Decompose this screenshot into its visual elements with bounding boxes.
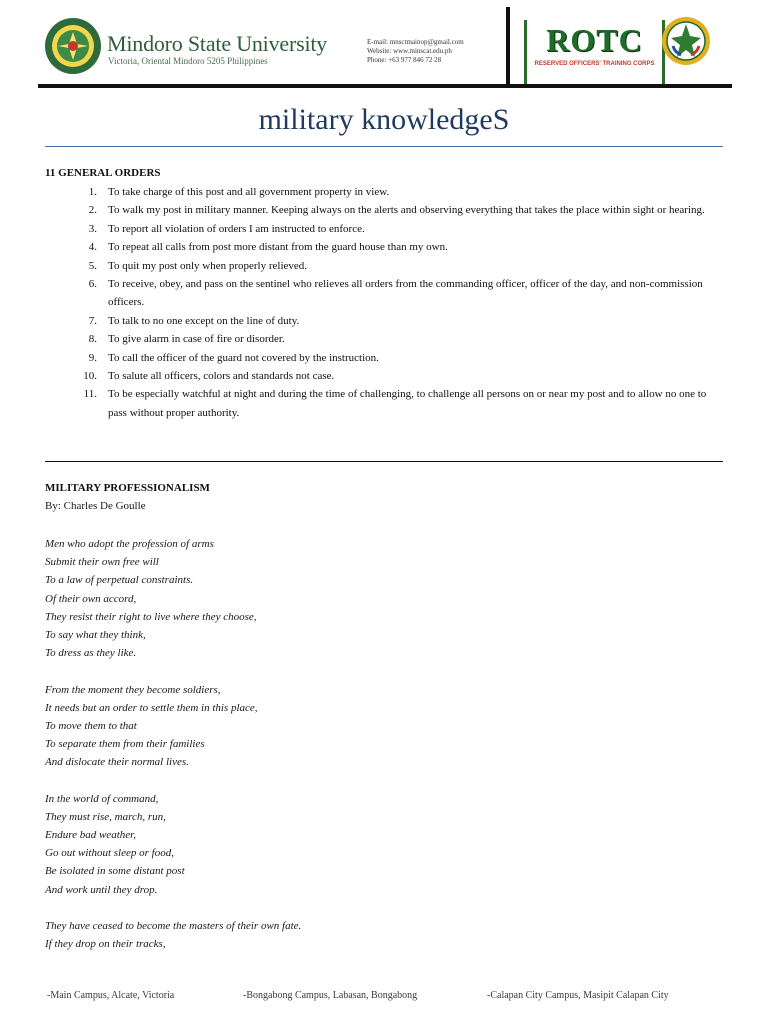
poem-line: Of their own accord,: [45, 592, 137, 605]
poem-line: And work until they drop.: [45, 883, 158, 896]
general-order-number: 8.: [88, 333, 97, 346]
rotc-seal-logo: [661, 16, 711, 66]
general-order-number: 4.: [88, 241, 97, 254]
general-order-text: To repeat all calls from post more distant from the guard house than my own.: [108, 241, 448, 254]
rotc-title: ROTC: [546, 22, 643, 58]
poem-line: From the moment they become soldiers,: [45, 683, 221, 696]
university-address: Victoria, Oriental Mindoro 5205 Philippines: [108, 56, 268, 66]
poem-line: Endure bad weather,: [45, 829, 136, 841]
poem-line: Go out without sleep or food,: [45, 847, 174, 860]
poem: [45, 535, 645, 953]
general-order-text: To receive, obey, and pass on the sentinel who relieves all orders from the commanding officer, officer of the day, and non-commission officers.: [108, 278, 703, 309]
general-order-item: [45, 183, 725, 201]
poem-line: It needs but an order to settle them in this place,: [45, 701, 258, 714]
general-orders-list: [45, 183, 725, 422]
general-orders-heading: 11 GENERAL ORDERS: [45, 167, 161, 179]
section-divider: [45, 461, 723, 462]
stanza-break: [45, 771, 645, 789]
poem-line: They must rise, march, run,: [45, 810, 166, 823]
general-order-item: [45, 257, 725, 275]
general-order-text: To walk my post in military manner. Keeping always on the alerts and observing everything that takes the place within sight or hearing.: [108, 204, 705, 217]
poem-line: In the world of command,: [45, 792, 159, 805]
general-order-number: 1.: [88, 186, 97, 198]
rotc-logo-box: [524, 20, 665, 84]
general-order-item: [45, 385, 725, 422]
poem-line: To a law of perpetual constraints.: [45, 574, 194, 587]
general-order-text: To call the officer of the guard not covered by the instruction.: [108, 351, 379, 364]
byline: By: Charles De Goulle: [45, 500, 146, 512]
footer-campus-bongabong: -Bongabong Campus, Labasan, Bongabong: [243, 990, 418, 1001]
general-order-item: [45, 312, 725, 330]
footer-campus-calapan: -Calapan City Campus, Masipit Calapan City: [487, 990, 669, 1001]
general-order-text: To quit my post only when properly relieved.: [108, 259, 308, 272]
general-order-item: [45, 275, 725, 312]
poem-line: To say what they think,: [45, 628, 146, 641]
general-order-number: 2.: [88, 204, 97, 217]
general-order-text: To salute all officers, colors and standards not case.: [108, 370, 335, 383]
document-title: military knowledgeS: [258, 103, 510, 136]
header-horizontal-rule: [38, 84, 732, 88]
letterhead: [0, 0, 768, 92]
general-order-number: 10.: [83, 370, 97, 383]
rotc-subtitle: RESERVED OFFICERS' TRAINING CORPS: [534, 61, 655, 67]
general-order-text: To talk to no one except on the line of duty.: [108, 314, 300, 327]
general-order-number: 11.: [83, 388, 97, 401]
contact-info: [367, 38, 464, 65]
university-seal-logo: [44, 17, 102, 75]
poem-line: To dress as they like.: [45, 647, 137, 660]
general-order-number: 3.: [88, 222, 97, 235]
general-order-item: [45, 330, 725, 348]
poem-line: They have ceased to become the masters of their own fate.: [45, 919, 302, 932]
poem-line: They resist their right to live where they choose,: [45, 610, 257, 623]
general-order-item: [45, 201, 725, 219]
general-order-item: [45, 349, 725, 367]
contact-email: E-mail: mnsctmainop@gmail.com: [367, 38, 464, 46]
general-order-number: 6.: [88, 278, 97, 291]
general-order-item: [45, 367, 725, 385]
general-order-item: [45, 238, 725, 256]
poem-line: To separate them from their families: [45, 738, 205, 751]
poem-line: If they drop on their tracks,: [45, 938, 166, 951]
general-order-text: To give alarm in case of fire or disorder.: [108, 333, 285, 346]
professionalism-heading: MILITARY PROFESSIONALISM: [45, 482, 210, 494]
general-order-text: To take charge of this post and all government property in view.: [108, 186, 390, 198]
poem-line: Men who adopt the profession of arms: [45, 538, 214, 550]
general-order-number: 7.: [88, 314, 97, 327]
general-order-item: [45, 220, 725, 238]
footer-campus-main: -Main Campus, Alcate, Victoria: [47, 990, 175, 1001]
contact-phone: Phone: +63 977 846 72 28: [367, 56, 442, 64]
general-order-text: To be especially watchful at night and during the time of challenging, to challenge all persons on or near my post and to allow no one to pass without proper authority.: [108, 388, 707, 419]
stanza-break: [45, 899, 645, 917]
poem-line: And dislocate their normal lives.: [45, 756, 189, 769]
general-order-text: To report all violation of orders I am instructed to enforce.: [108, 222, 365, 235]
poem-line: Submit their own free will: [45, 556, 159, 569]
university-name: Mindoro State University: [107, 31, 328, 56]
poem-line: Be isolated in some distant post: [45, 865, 185, 878]
general-order-number: 9.: [88, 351, 97, 364]
contact-website: Website: www.minscat.edu.ph: [367, 47, 452, 55]
general-order-number: 5.: [88, 259, 97, 272]
poem-line: To move them to that: [45, 719, 137, 732]
header-vertical-divider: [506, 7, 510, 87]
stanza-break: [45, 662, 645, 680]
title-underline: [45, 146, 723, 147]
